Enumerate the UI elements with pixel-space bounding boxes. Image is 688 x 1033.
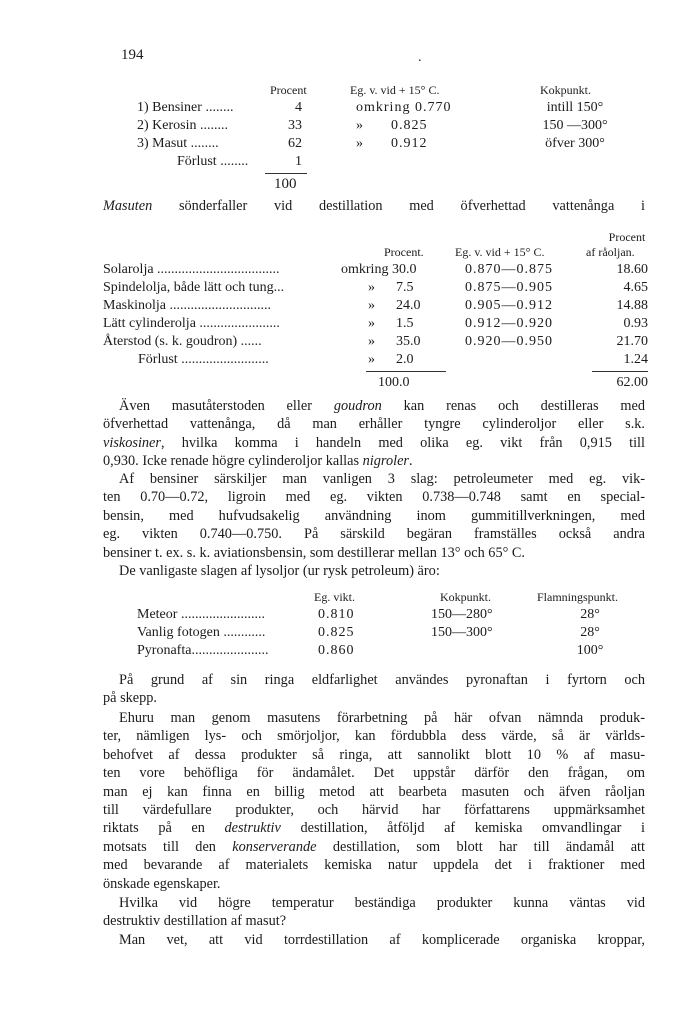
table2-row-egv: 0.875—0.905 — [465, 280, 553, 295]
table2-row-pct: » 35.0 — [368, 334, 421, 349]
table2-row-label: Maskinolja ............................. — [103, 298, 271, 313]
table2-row-egv: 0.920—0.950 — [465, 334, 553, 349]
table3-header-flam: Flamningspunkt. — [537, 590, 619, 604]
table1-row-egv: » 0.825 — [356, 118, 428, 133]
table1-row-label: 2) Kerosin ........ — [137, 118, 228, 133]
table2-total-raolja: 62.00 — [616, 375, 648, 390]
paragraph-lysoljor: De vanligaste slagen af lysoljor (ur rysk petroleum) äro: — [119, 563, 440, 579]
table2-row-egv: 0.912—0.920 — [465, 316, 553, 331]
table1-row-pct: 1 — [295, 154, 302, 169]
table2-row-egv: 0.870—0.875 — [465, 262, 553, 277]
table2-row-label: Spindelolja, både lätt och tung... — [103, 280, 285, 295]
table1-row-egv: omkring 0.770 — [356, 100, 452, 115]
table2-row-label: Förlust ......................... — [138, 352, 269, 367]
table3-row-egv: 0.825 — [318, 625, 355, 640]
table1-row-label: 1) Bensiner ........ — [137, 100, 234, 115]
table2-row-raolja: 4.65 — [623, 280, 648, 295]
paragraph-question: Hvilka vid högre temperatur beständiga produkter kunna väntas vid destruktiv destillation af masut? — [103, 895, 645, 930]
paragraph-goudron: Även masutåterstoden eller goudron kan renas och destilleras med öfverhettad vattenånga, då man erhåller tyngre cylinderoljor eller s.k. viskosiner, hvilka komma i handeln med olika eg. vikt från 0,915 till 0,930. Icke renade högre cylinderoljor kallas nigroler. — [103, 398, 645, 470]
table3-row-flam: 100° — [576, 643, 604, 658]
paragraph-masut-processing: Ehuru man genom masutens förarbetning på här ofvan nämnda produk- ter, nämligen lys- och smörjoljor, kan fördubbla dess värde, så är världs- behofvet af dessa produkter så ringa, att sannolikt blott 10 % af masu- ten vore behöfliga för ändamålet. Det uppstår därför den frågan, om man ej kan finna en billig metod att bearbeta masuten och äfven råoljan till värdefullare produkter, och härvid har författarens uppmärksamhet riktats på en destruktiv destillation, åtföljd af kemiska omvandlingar i motsats till den konserverande destillation, som blott har till ändamål att med bevarande af materialets kemiska natur uppdela det i fraktioner med önskade egenskaper. — [103, 710, 645, 892]
table2-row-pct: » 7.5 — [368, 280, 414, 295]
table1-row-pct: 62 — [288, 136, 302, 151]
table1-row-pct: 33 — [288, 118, 302, 133]
table3-row-kok: 150—280° — [431, 607, 493, 622]
table2-row-label: Återstod (s. k. goudron) ...... — [103, 334, 262, 349]
table2-row-label: Lätt cylinderolja ....................... — [103, 316, 280, 331]
paragraph-bensiner: Af bensiner särskiljer man vanligen 3 slag: petroleumeter med eg. vik- ten 0.70—0.72, ligroin med eg. vikten 0.738—0.748 samt en special- bensin, med hufvudsakelig användning inom gummitillverkningen, med eg. vikten 0.740—0.750. På särskild begäran framställes också andra bensiner t. ex. s. k. aviationsbensin, som destillerar mellan 13° och 65° C. — [103, 471, 645, 561]
table2-header-egv: Eg. v. vid + 15° C. — [455, 245, 545, 259]
table2-sum-rule-pct — [366, 371, 446, 372]
table3-header-egv: Eg. vikt. — [314, 590, 355, 604]
table2-total-pct: 100.0 — [378, 375, 410, 390]
table1-row-kok: intill 150° — [546, 100, 604, 115]
table2-header-procent: Procent. — [384, 245, 424, 259]
table2-row-raolja: 1.24 — [623, 352, 648, 367]
table1-total: 100 — [274, 176, 297, 192]
table2-row-pct: omkring 30.0 — [341, 262, 417, 277]
page-mark: . — [418, 50, 422, 65]
table3-row-label: Pyronafta...................... — [137, 643, 269, 658]
table3-row-label: Vanlig fotogen ............ — [137, 625, 266, 640]
table1-row-label: 3) Masut ........ — [137, 136, 219, 151]
table3-row-kok: 150—300° — [431, 625, 493, 640]
table2-row-raolja: 18.60 — [616, 262, 648, 277]
table3-row-flam: 28° — [580, 625, 600, 640]
table1-row-label: Förlust ........ — [177, 154, 249, 169]
table3-row-label: Meteor ........................ — [137, 607, 265, 622]
page-number: 194 — [121, 47, 144, 63]
table3-header-kok: Kokpunkt. — [440, 590, 491, 604]
table2-sum-rule-raolja — [592, 371, 648, 372]
table2-row-raolja: 14.88 — [616, 298, 648, 313]
table2-row-pct: » 1.5 — [368, 316, 414, 331]
table1-header-procent: Procent — [270, 83, 307, 97]
table2-row-egv: 0.905—0.912 — [465, 298, 553, 313]
table2-row-raolja: 21.70 — [616, 334, 648, 349]
table2-row-label: Solarolja ................................... — [103, 262, 280, 277]
table1-row-kok: 150 —300° — [542, 118, 608, 133]
table3-row-flam: 28° — [580, 607, 600, 622]
table2-row-pct: » 24.0 — [368, 298, 421, 313]
table1-sum-rule — [265, 173, 307, 174]
table1-header-kok: Kokpunkt. — [540, 83, 591, 97]
table2-header-raolja-1: Procent — [608, 230, 646, 244]
table1-row-egv: » 0.912 — [356, 136, 428, 151]
table2-header-raolja-2: af råoljan. — [586, 245, 635, 259]
intro-line: Masuten sönderfaller vid destillation med öfverhettad vattenånga i — [103, 198, 645, 214]
table3-row-egv: 0.860 — [318, 643, 355, 658]
paragraph-pyronafta: På grund af sin ringa eldfarlighet användes pyronaftan i fyrtorn och på skepp. — [103, 672, 645, 707]
table3-row-egv: 0.810 — [318, 607, 355, 622]
paragraph-torrdestillation: Man vet, att vid torrdestillation af komplicerade organiska kroppar, — [119, 932, 645, 948]
table1-row-pct: 4 — [295, 100, 302, 115]
table1-header-egv: Eg. v. vid + 15° C. — [350, 83, 440, 97]
table1-row-kok: öfver 300° — [545, 136, 605, 151]
table2-row-pct: » 2.0 — [368, 352, 414, 367]
table2-row-raolja: 0.93 — [623, 316, 648, 331]
